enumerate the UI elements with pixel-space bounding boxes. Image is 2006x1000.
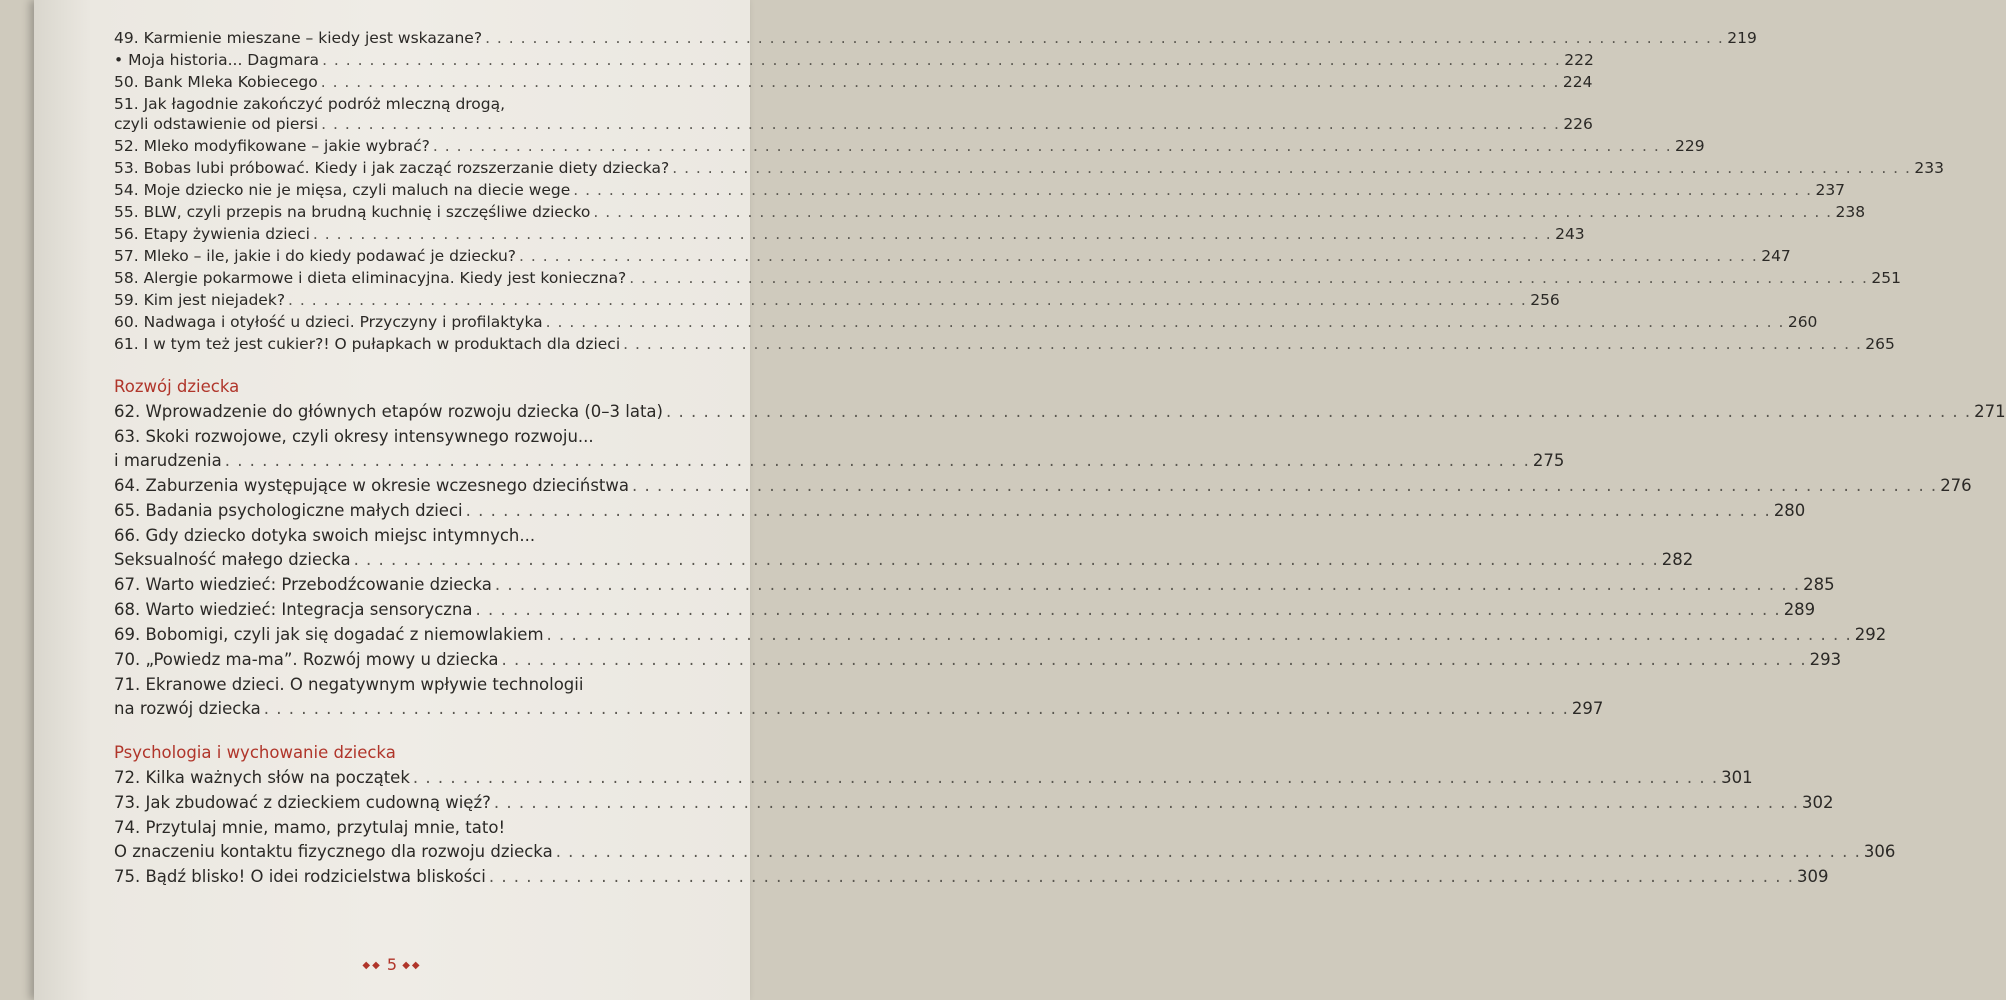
leader-dots: [264, 697, 1569, 720]
toc-entry-page: 229: [1675, 137, 1705, 155]
leader-dots: [225, 449, 1530, 472]
leader-dots: [666, 400, 1971, 423]
leader-dots: [433, 136, 1672, 156]
toc-entry-page: 260: [1787, 313, 1818, 331]
toc-entry-title: 58. Alergie pokarmowe i dieta eliminacyjna. Kiedy jest konieczna?: [114, 269, 627, 287]
toc-entry-page: 226: [1563, 115, 1593, 133]
toc-entry: [114, 548, 1694, 571]
toc-entry: [114, 224, 1585, 244]
toc-entry-title: 57. Mleko – ile, jakie i do kiedy podawać je dziecku?: [114, 247, 517, 265]
toc-entry-title: i marudzenia: [114, 451, 222, 470]
toc-entry-title: 60. Nadwaga i otyłość u dzieci. Przyczyny i profilaktyka: [114, 313, 543, 331]
toc-entry: [114, 268, 1901, 288]
toc-entry-page: 238: [1835, 203, 1866, 221]
toc-entry-title: 75. Bądź blisko! O idei rodzicielstwa bliskości: [114, 867, 486, 886]
toc-entry-page: 265: [1865, 335, 1895, 353]
toc-entry: [114, 673, 738, 696]
toc-entry-title: 54. Moje dziecko nie je mięsa, czyli maluch na diecie wege: [114, 181, 571, 199]
toc-entry-page: 309: [1797, 867, 1829, 886]
toc-entry-page: 256: [1530, 291, 1560, 309]
toc-entry-title: 59. Kim jest niejadek?: [114, 291, 286, 309]
toc-entry-title: 68. Warto wiedzieć: Integracja sensoryczna: [114, 600, 473, 619]
leader-dots: [519, 246, 1758, 266]
toc-entry-title: 70. „Powiedz ma-ma”. Rozwój mowy u dziecka: [114, 650, 499, 669]
toc-entry-page: 301: [1721, 768, 1753, 787]
toc-entry-title: 52. Mleko modyfikowane – jakie wybrać?: [114, 137, 430, 155]
toc-entry-title: 62. Wprowadzenie do głównych etapów rozwoju dziecka (0–3 lata): [114, 402, 663, 421]
leader-dots: [629, 268, 1868, 288]
leader-dots: [321, 72, 1560, 92]
toc-entry: [114, 623, 1887, 646]
toc-entry: [114, 290, 1560, 310]
toc-entry-page: 222: [1564, 51, 1594, 69]
leader-dots: [672, 158, 1911, 178]
toc-entry-title: na rozwój dziecka: [114, 699, 261, 718]
toc-entry-title: Seksualność małego dziecka: [114, 550, 351, 569]
toc-entry-page: 219: [1727, 29, 1757, 47]
toc-entry-title: 49. Karmienie mieszane – kiedy jest wskazane?: [114, 29, 483, 47]
toc-entry: [114, 766, 1753, 789]
leader-dots: [466, 499, 1771, 522]
toc-entry: [114, 400, 2006, 423]
toc-entry-page: 306: [1863, 842, 1896, 861]
toc-entry: [114, 865, 1829, 888]
toc-entry-title: 63. Skoki rozwojowe, czyli okresy intensywnego rozwoju...: [114, 427, 594, 446]
leader-dots: [494, 791, 1799, 814]
toc-entry-title: 51. Jak łagodnie zakończyć podróż mleczną drogą,: [114, 95, 506, 113]
toc-entry: [114, 50, 1594, 70]
toc-entry: [114, 158, 1944, 178]
toc-entry: [114, 791, 1834, 814]
toc-part-feeding: [114, 28, 1944, 354]
toc-entry: [114, 816, 738, 839]
toc-entry: [114, 246, 1791, 266]
toc-entry-page: 276: [1940, 476, 1972, 495]
book-page: [34, 0, 2006, 1000]
toc-entry-title: 73. Jak zbudować z dzieckiem cudowną więź?: [114, 793, 491, 812]
section-heading-psychology: Psychologia i wychowanie dziecka: [114, 743, 396, 762]
toc-entry-page: 224: [1562, 73, 1593, 91]
toc-entry-page: 243: [1555, 225, 1585, 243]
leader-dots: [623, 334, 1862, 354]
toc-entry-page: 233: [1914, 159, 1944, 177]
page-footer: [34, 955, 750, 974]
toc-entry-page: 293: [1809, 650, 1842, 669]
leader-dots: [632, 474, 1937, 497]
toc-entry-title: 69. Bobomigi, czyli jak się dogadać z niemowlakiem: [114, 625, 544, 644]
toc-entry-title: 61. I w tym też jest cukier?! O pułapkach w produktach dla dzieci: [114, 335, 621, 353]
toc-entry-title: 72. Kilka ważnych słów na początek: [114, 768, 410, 787]
leader-dots: [593, 202, 1832, 222]
leader-dots: [288, 290, 1527, 310]
toc-entry: [114, 202, 1866, 222]
leader-dots: [476, 598, 1781, 621]
toc-entry-page: 275: [1532, 451, 1565, 470]
leader-dots: [546, 312, 1785, 332]
toc-entry-page: 302: [1802, 793, 1834, 812]
table-of-contents: [114, 28, 2006, 890]
toc-entry: [114, 499, 1806, 522]
toc-entry-title: 56. Etapy żywienia dzieci: [114, 225, 310, 243]
toc-entry-title: 50. Bank Mleka Kobiecego: [114, 73, 318, 91]
toc-entry: [114, 312, 1818, 332]
toc-part-psychology: [114, 766, 1896, 888]
toc-entry-page: 237: [1815, 181, 1846, 199]
toc-entry: [114, 334, 1895, 354]
leader-dots: [485, 28, 1724, 48]
toc-entry-title: 66. Gdy dziecko dotyka swoich miejsc intymnych...: [114, 526, 536, 545]
section-heading-development: Rozwój dziecka: [114, 377, 240, 396]
toc-entry-title: 55. BLW, czyli przepis na brudną kuchnię i szczęśliwe dziecko: [114, 203, 591, 221]
toc-entry: [114, 573, 1835, 596]
toc-entry-page: 280: [1773, 501, 1806, 520]
toc-entry-title: • Moja historia... Dagmara: [114, 51, 320, 69]
toc-entry-title: 65. Badania psychologiczne małych dzieci: [114, 501, 463, 520]
toc-entry: [114, 697, 1604, 720]
toc-entry-title: 74. Przytulaj mnie, mamo, przytulaj mnie, tato!: [114, 818, 506, 837]
toc-entry-page: 285: [1803, 575, 1835, 594]
leader-dots: [573, 180, 1812, 200]
toc-entry-title: czyli odstawienie od piersi: [114, 115, 319, 133]
leader-dots: [547, 623, 1852, 646]
toc-entry: [114, 136, 1705, 156]
toc-entry-page: 282: [1661, 550, 1694, 569]
leader-dots: [321, 114, 1560, 134]
toc-entry-page: 289: [1783, 600, 1816, 619]
toc-entry: [114, 28, 1757, 48]
toc-entry-title: O znaczeniu kontaktu fizycznego dla rozwoju dziecka: [114, 842, 553, 861]
page-number: 5: [386, 955, 398, 974]
leader-dots: [556, 840, 1861, 863]
leader-dots: [495, 573, 1800, 596]
toc-entry-page: 247: [1761, 247, 1791, 265]
toc-entry-title: 53. Bobas lubi próbować. Kiedy i jak zacząć rozszerzanie diety dziecka?: [114, 159, 670, 177]
toc-entry: [114, 840, 1896, 863]
toc-part-development: [114, 400, 2006, 720]
leader-dots: [501, 648, 1806, 671]
toc-entry-page: 297: [1571, 699, 1604, 718]
leader-dots: [313, 224, 1552, 244]
toc-entry: [114, 524, 738, 547]
toc-entry-page: 292: [1854, 625, 1887, 644]
toc-entry: [114, 114, 1593, 134]
ornament-left: ◆◆: [362, 960, 382, 971]
toc-entry: [114, 180, 1846, 200]
leader-dots: [322, 50, 1561, 70]
toc-entry-title: 67. Warto wiedzieć: Przebodźcowanie dziecka: [114, 575, 492, 594]
toc-entry-title: 71. Ekranowe dzieci. O negatywnym wpływie technologii: [114, 675, 584, 694]
ornament-right: ◆◆: [402, 960, 422, 971]
toc-entry-title: 64. Zaburzenia występujące w okresie wczesnego dzieciństwa: [114, 476, 629, 495]
toc-entry-page: 251: [1871, 269, 1901, 287]
leader-dots: [489, 865, 1794, 888]
toc-entry: [114, 648, 1842, 671]
toc-entry: [114, 449, 1565, 472]
toc-entry: [114, 598, 1816, 621]
toc-entry: [114, 72, 1593, 92]
toc-entry: [114, 425, 738, 448]
toc-entry: [114, 474, 1972, 497]
leader-dots: [354, 548, 1659, 571]
toc-entry: [114, 94, 738, 114]
leader-dots: [413, 766, 1718, 789]
toc-entry-page: 271: [1974, 402, 2006, 421]
